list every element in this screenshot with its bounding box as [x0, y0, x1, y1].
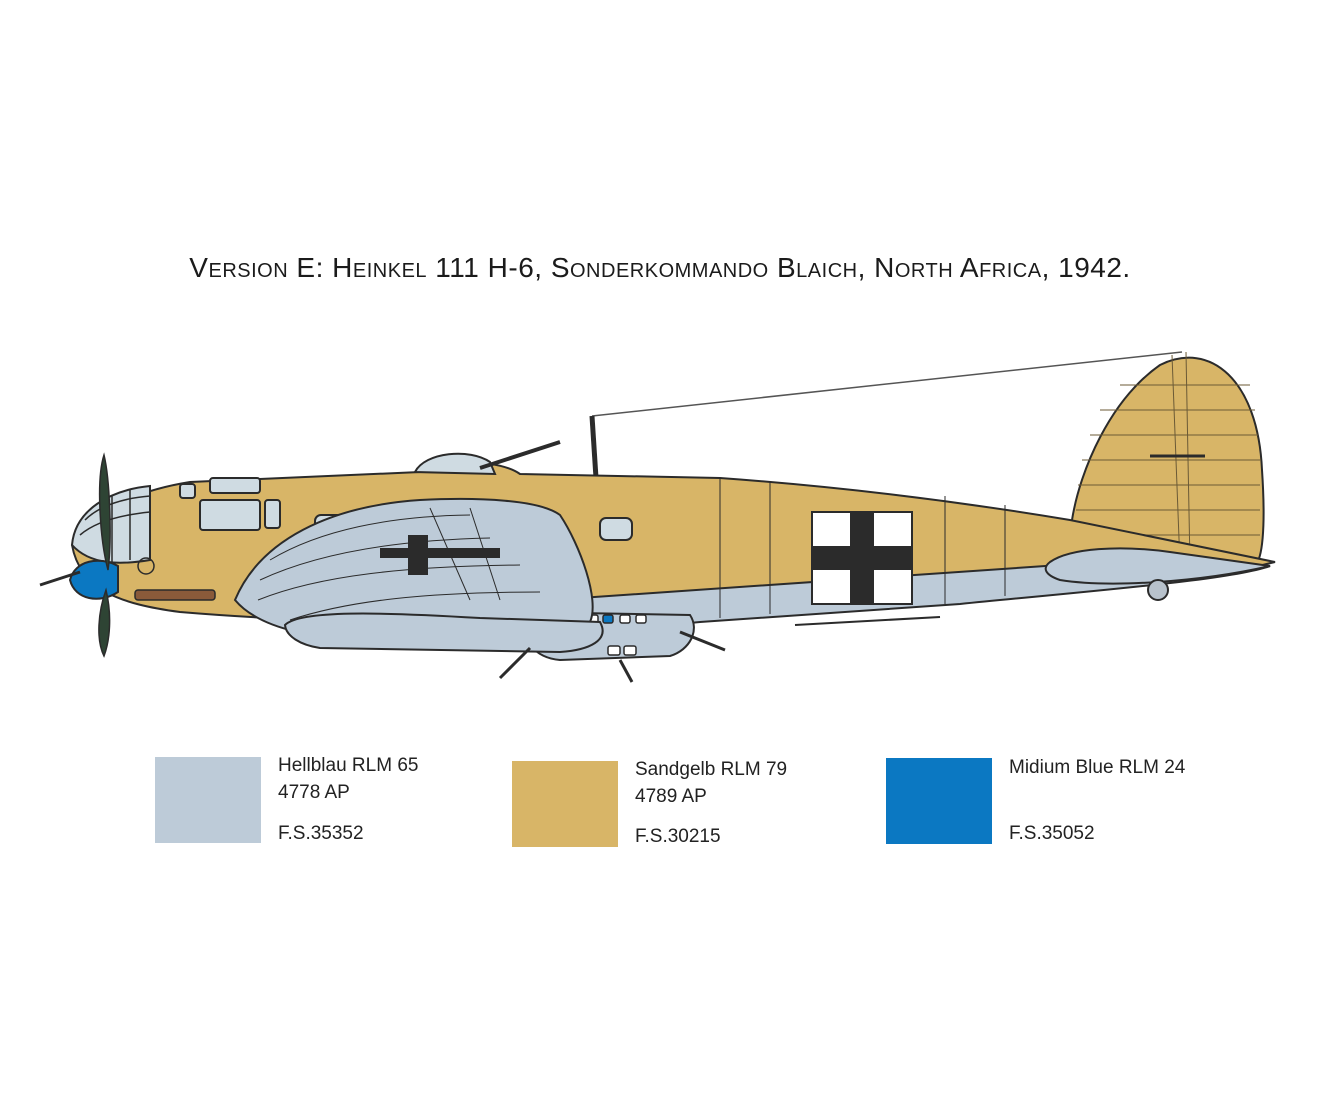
antenna-mast	[592, 416, 596, 478]
color-name-sandgelb: Sandgelb RLM 79	[635, 759, 788, 780]
color-code-hellblau: 4778 AP	[278, 782, 350, 803]
fuselage-cross-insignia	[812, 512, 912, 604]
color-swatch-midium-blue	[886, 758, 992, 844]
aircraft-profile	[0, 330, 1320, 710]
color-swatch-sandgelb	[512, 761, 618, 847]
color-fs-hellblau: F.S.35352	[278, 823, 364, 844]
page-title: Version E: Heinkel 111 H-6, Sonderkommando Blaich, North Africa, 1942.	[189, 252, 1131, 283]
tail-wheel	[1148, 580, 1168, 600]
color-name-midium-blue: Midium Blue RLM 24	[1009, 757, 1186, 778]
color-fs-sandgelb: F.S.30215	[635, 826, 721, 847]
color-fs-midium-blue: F.S.35052	[1009, 823, 1095, 844]
antenna-wire	[592, 352, 1182, 416]
propeller-spinner	[70, 561, 118, 599]
dorsal-turret	[415, 454, 495, 474]
color-name-hellblau: Hellblau RLM 65	[278, 755, 419, 776]
dorsal-gun	[480, 442, 560, 468]
propeller-blade-lower	[99, 590, 110, 656]
color-swatch-hellblau	[155, 757, 261, 843]
color-code-sandgelb: 4789 AP	[635, 786, 707, 807]
